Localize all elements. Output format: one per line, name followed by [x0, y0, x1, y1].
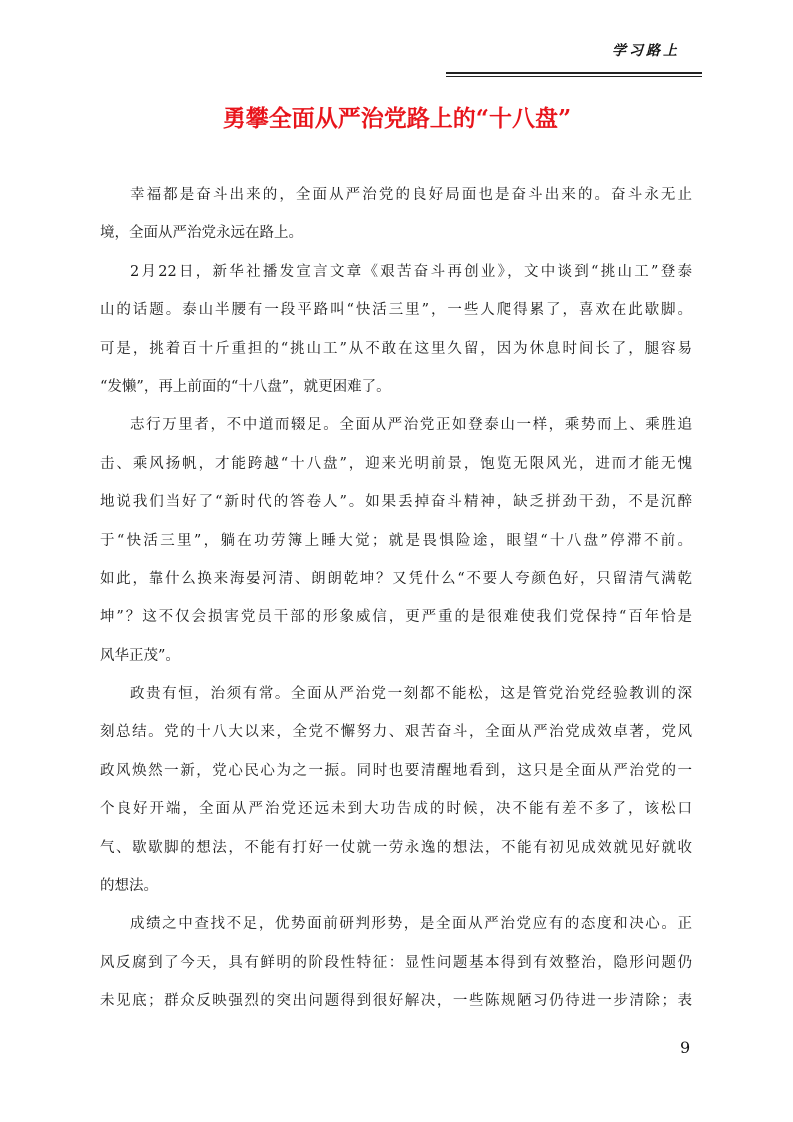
- paragraph-line: 风华正茂”。: [100, 647, 180, 664]
- paragraph-line: 的想法。: [100, 878, 158, 895]
- paragraph-line: 政风焕然一新，党心民心为之一振。同时也要清醒地看到，这只是全面从严治党的一: [100, 762, 692, 779]
- paragraph-line: 幸福都是奋斗出来的，全面从严治党的良好局面也是奋斗出来的。奋斗永无止: [130, 187, 692, 203]
- paragraph-line: 境，全面从严治党永远在路上。: [100, 225, 303, 242]
- paragraph-line: 政贵有恒，治须有常。全面从严治党一刻都不能松，这是管党治党经验教训的深: [130, 686, 692, 703]
- paragraph-line: 如此，靠什么换来海晏河清、朗朗乾坤？又凭什么“不要人夸颜色好，只留清气满乾: [100, 570, 692, 587]
- paragraph-line: 个良好开端，全面从严治党还远未到大功告成的时候，决不能有差不多了，该松口: [100, 801, 692, 818]
- paragraph-line: “发懒”，再上前面的“十八盘”，就更困难了。: [100, 378, 391, 395]
- header-rule-thin: [446, 76, 702, 77]
- paragraph-line: 刻总结。党的十八大以来，全党不懈努力、艰苦奋斗，全面从严治党成效卓著，党风: [100, 724, 692, 741]
- paragraph-line: 山的话题。泰山半腰有一段平路叫“快活三里”，一些人爬得累了，喜欢在此歇脚。: [100, 302, 692, 319]
- paragraph-line: 气、歇歇脚的想法，不能有打好一仗就一劳永逸的想法，不能有初见成效就见好就收: [100, 839, 692, 856]
- article-body: [100, 176, 692, 1021]
- paragraph-line: 风反腐到了今天，具有鲜明的阶段性特征：显性问题基本得到有效整治，隐形问题仍: [100, 954, 692, 971]
- paragraph-line: 志行万里者，不中道而辍足。全面从严治党正如登泰山一样，乘势而上、乘胜追: [130, 417, 692, 434]
- paragraph-line: 于“快活三里”，躺在功劳簿上睡大觉；就是畏惧险途，眼望“十八盘”停滞不前。: [100, 532, 692, 549]
- paragraph-line: 可是，挑着百十斤重担的“挑山工”从不敢在这里久留，因为休息时间长了，腿容易: [100, 340, 692, 357]
- page-number: 9: [680, 1038, 691, 1057]
- paragraph-line: 2月22日，新华社播发宣言文章《艰苦奋斗再创业》，文中谈到“挑山工”登泰: [130, 263, 692, 280]
- article-title: 勇攀全面从严治党路上的“十八盘”: [222, 105, 572, 132]
- paragraph-line: 坤”？这不仅会损害党员干部的形象威信，更严重的是很难使我们党保持“百年恰是: [100, 609, 692, 626]
- paragraph-line: 成绩之中查找不足，优势面前研判形势，是全面从严治党应有的态度和决心。正: [130, 916, 692, 933]
- paragraph-line: 击、乘风扬帆，才能跨越“十八盘”，迎来光明前景，饱览无限风光，进而才能无愧: [100, 455, 692, 472]
- paragraph-line: 地说我们当好了“新时代的答卷人”。如果丢掉奋斗精神，缺乏拼劲干劲，不是沉醉: [100, 494, 692, 511]
- running-header: 学习路上: [612, 43, 680, 59]
- paragraph-line: 未见底；群众反映强烈的突出问题得到很好解决，一些陈规陋习仍待进一步清除；表: [100, 993, 692, 1010]
- header-rule: [446, 72, 702, 74]
